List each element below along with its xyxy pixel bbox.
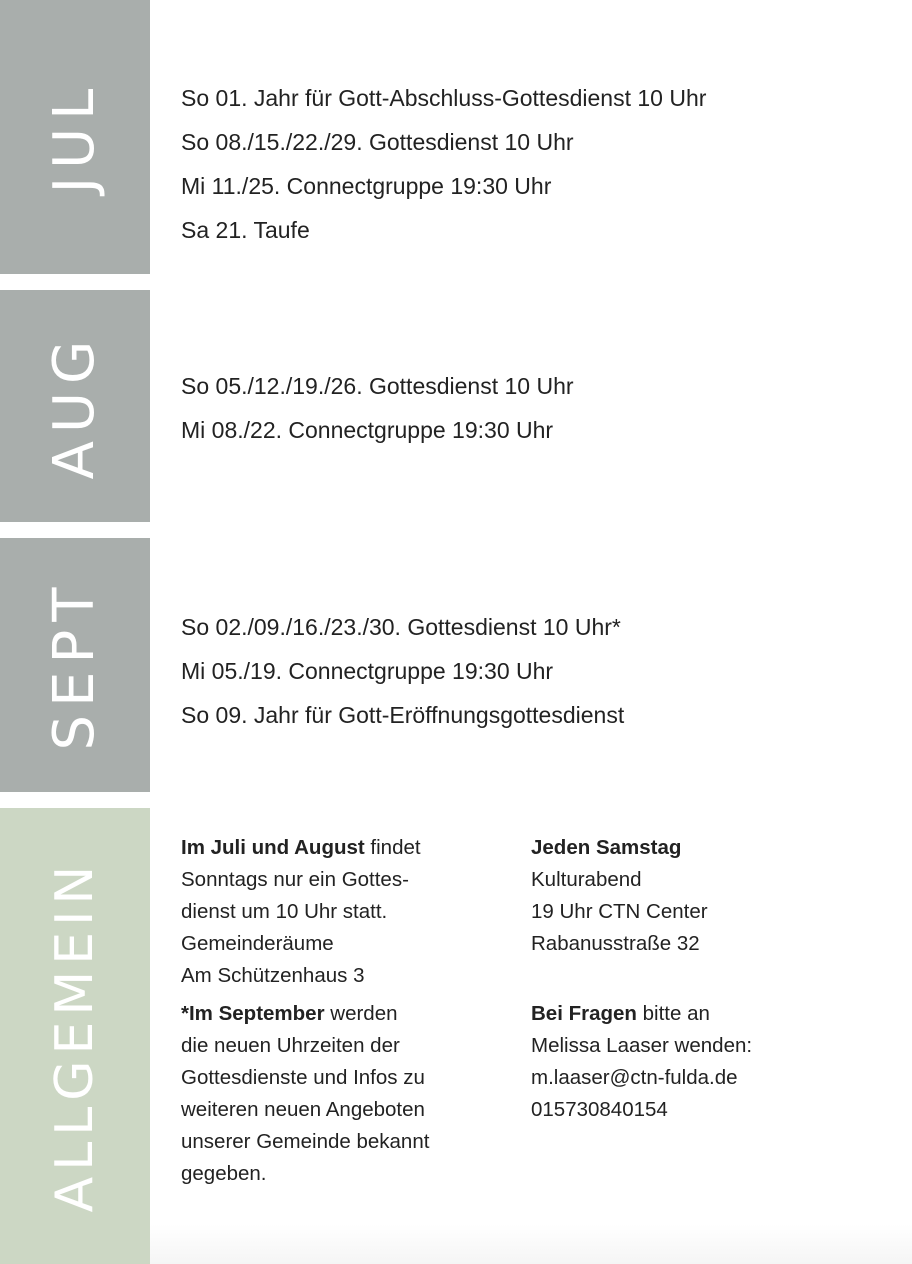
month-tab-aug — [0, 290, 150, 522]
september-note-line: die neuen Uhrzeiten der — [181, 1034, 400, 1057]
event-list-sept — [181, 605, 624, 737]
event-item: Mi 11./25. Connectgruppe 19:30 Uhr — [181, 173, 552, 199]
event-item: So 02./09./16./23./30. Gottesdienst 10 Uhr* — [181, 614, 621, 640]
september-note-heading: *Im September — [181, 1002, 325, 1025]
contact-email: m.laaser@ctn-fulda.de — [531, 1066, 738, 1089]
september-note-line: unserer Gemeinde bekannt — [181, 1130, 430, 1153]
event-item: Mi 05./19. Connectgruppe 19:30 Uhr — [181, 658, 554, 684]
summer-note-heading: Im Juli und August — [181, 836, 365, 859]
summer-note-line: Gemeinderäume — [181, 932, 334, 955]
general-tab — [0, 808, 150, 1264]
event-item: So 08./15./22./29. Gottesdienst 10 Uhr — [181, 129, 574, 155]
event-list-jul — [181, 76, 706, 252]
event-item: Sa 21. Taufe — [181, 217, 310, 243]
event-item: So 05./12./19./26. Gottesdienst 10 Uhr — [181, 373, 574, 399]
general-info-right — [531, 832, 891, 1126]
month-tab-sept — [0, 538, 150, 792]
event-item: So 01. Jahr für Gott-Abschluss-Gottesdienst 10 Uhr — [181, 85, 707, 111]
contact-line: Bei Fragen bitte an — [531, 1002, 710, 1025]
event-item: Mi 08./22. Connectgruppe 19:30 Uhr — [181, 417, 554, 443]
saturday-line: Kulturabend — [531, 868, 642, 891]
contact-heading: Bei Fragen — [531, 1002, 637, 1025]
event-list-aug — [181, 364, 574, 452]
september-note-line: *Im September werden — [181, 1002, 398, 1025]
summer-note-line: Im Juli und August findet — [181, 836, 421, 859]
month-tab-jul — [0, 0, 150, 274]
september-note-line: weiteren neuen Angeboten — [181, 1098, 425, 1121]
summer-note-line: Sonntags nur ein Gottes- — [181, 868, 409, 891]
september-note-line: Gottesdienste und Infos zu — [181, 1066, 425, 1089]
general-label: ALLGEMEIN — [45, 859, 105, 1213]
summer-note-line: dienst um 10 Uhr statt. — [181, 900, 388, 923]
contact-phone: 015730840154 — [531, 1098, 668, 1121]
contact-line: Melissa Laaser wenden: — [531, 1034, 753, 1057]
month-label-jul: JUL — [42, 80, 107, 194]
month-label-aug: AUG — [42, 332, 107, 480]
event-item: So 09. Jahr für Gott-Eröffnungsgottesdienst — [181, 702, 625, 728]
saturday-line: 19 Uhr CTN Center — [531, 900, 708, 923]
summer-note-line: Am Schützenhaus 3 — [181, 964, 365, 987]
september-note-line: gegeben. — [181, 1162, 267, 1185]
month-label-sept: SEPT — [42, 579, 107, 751]
page-bottom-shade — [150, 1224, 912, 1264]
general-info-left — [181, 832, 501, 1190]
saturday-heading: Jeden Samstag — [531, 836, 682, 859]
saturday-line: Rabanusstraße 32 — [531, 932, 700, 955]
